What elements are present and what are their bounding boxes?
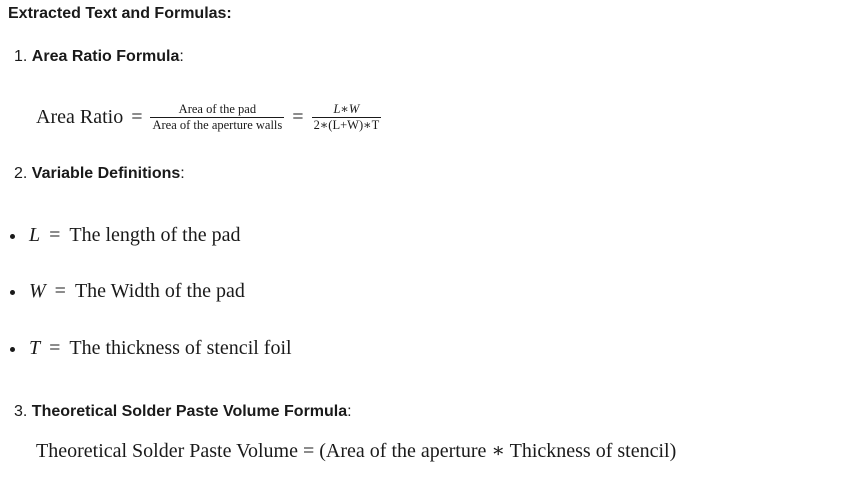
section-variable-definitions-heading bbox=[14, 165, 185, 183]
section-title: Variable Definitions bbox=[31, 165, 181, 182]
fraction-numerator: Area of the pad bbox=[178, 102, 257, 116]
variable-symbol: W bbox=[29, 280, 46, 302]
section-area-ratio-heading bbox=[14, 48, 184, 66]
equals-sign: = bbox=[54, 280, 66, 302]
variable-definition-item bbox=[10, 224, 240, 247]
variable-symbol: T bbox=[29, 337, 41, 359]
variable-description: The thickness of stencil foil bbox=[69, 337, 292, 359]
bullet-dot bbox=[10, 347, 15, 352]
section-number: 2. bbox=[14, 165, 28, 182]
fraction-denominator: Area of the aperture walls bbox=[152, 118, 283, 132]
area-ratio-fraction-words bbox=[150, 103, 284, 132]
section-suffix: : bbox=[179, 48, 184, 65]
page-heading: Extracted Text and Formulas: bbox=[8, 5, 232, 22]
fraction-numerator: L∗W bbox=[333, 102, 360, 116]
area-ratio-equation bbox=[36, 103, 381, 132]
area-ratio-fraction-symbols bbox=[312, 103, 382, 132]
variable-definition-item bbox=[10, 280, 245, 303]
solder-volume-equation: Theoretical Solder Paste Volume = (Area of the aperture ∗ Thickness of stencil) bbox=[36, 440, 677, 462]
section-title: Area Ratio Formula bbox=[31, 48, 180, 65]
section-number: 3. bbox=[14, 403, 28, 420]
variable-definition-item bbox=[10, 337, 292, 360]
variable-description: The Width of the pad bbox=[74, 280, 245, 302]
bullet-dot bbox=[10, 234, 15, 239]
section-title: Theoretical Solder Paste Volume Formula bbox=[31, 403, 348, 420]
equals-sign: = bbox=[49, 224, 61, 246]
area-ratio-lhs: Area Ratio bbox=[36, 106, 124, 128]
equals-sign: = bbox=[292, 106, 304, 128]
variable-description: The length of the pad bbox=[69, 224, 241, 246]
equals-sign: = bbox=[131, 106, 143, 128]
section-number: 1. bbox=[14, 48, 28, 65]
section-solder-volume-heading bbox=[14, 403, 352, 421]
variable-symbol: L bbox=[29, 224, 41, 246]
fraction-denominator: 2∗(L+W)∗T bbox=[313, 118, 380, 132]
bullet-dot bbox=[10, 290, 15, 295]
section-suffix: : bbox=[347, 403, 352, 420]
equals-sign: = bbox=[49, 337, 61, 359]
section-suffix: : bbox=[180, 165, 185, 182]
